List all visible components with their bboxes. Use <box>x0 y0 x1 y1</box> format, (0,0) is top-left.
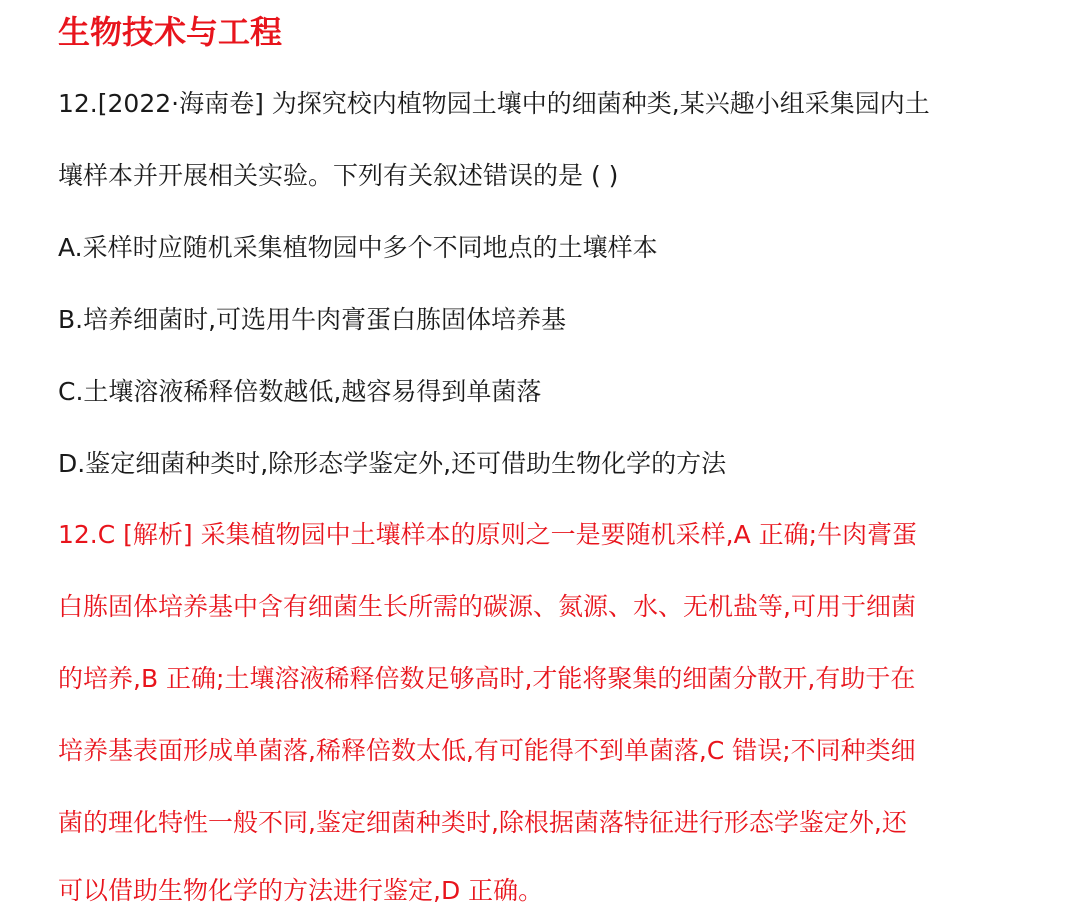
answer-line-5: 菌的理化特性一般不同,鉴定细菌种类时,除根据菌落特征进行形态学鉴定外,还 <box>58 808 907 837</box>
answer-line-2: 白胨固体培养基中含有细菌生长所需的碳源、氮源、水、无机盐等,可用于细菌 <box>58 592 916 621</box>
option-c: C.土壤溶液稀释倍数越低,越容易得到单菌落 <box>58 377 542 406</box>
question-stem-line-1: 12.[2022·海南卷] 为探究校内植物园土壤中的细菌种类,某兴趣小组采集园内土 <box>58 89 930 118</box>
option-d: D.鉴定细菌种类时,除形态学鉴定外,还可借助生物化学的方法 <box>58 449 727 478</box>
option-a: A.采样时应随机采集植物园中多个不同地点的土壤样本 <box>58 233 658 262</box>
section-title: 生物技术与工程 <box>58 13 283 51</box>
option-b: B.培养细菌时,可选用牛肉膏蛋白胨固体培养基 <box>58 305 567 334</box>
answer-line-6: 可以借助生物化学的方法进行鉴定,D 正确。 <box>58 876 544 905</box>
question-stem-line-2: 壤样本并开展相关实验。下列有关叙述错误的是 ( ) <box>58 161 619 190</box>
answer-line-1: 12.C [解析] 采集植物园中土壤样本的原则之一是要随机采样,A 正确;牛肉膏蛋 <box>58 520 918 549</box>
answer-line-4: 培养基表面形成单菌落,稀释倍数太低,有可能得不到单菌落,C 错误;不同种类细 <box>58 736 916 765</box>
answer-line-3: 的培养,B 正确;土壤溶液稀释倍数足够高时,才能将聚集的细菌分散开,有助于在 <box>58 664 916 693</box>
